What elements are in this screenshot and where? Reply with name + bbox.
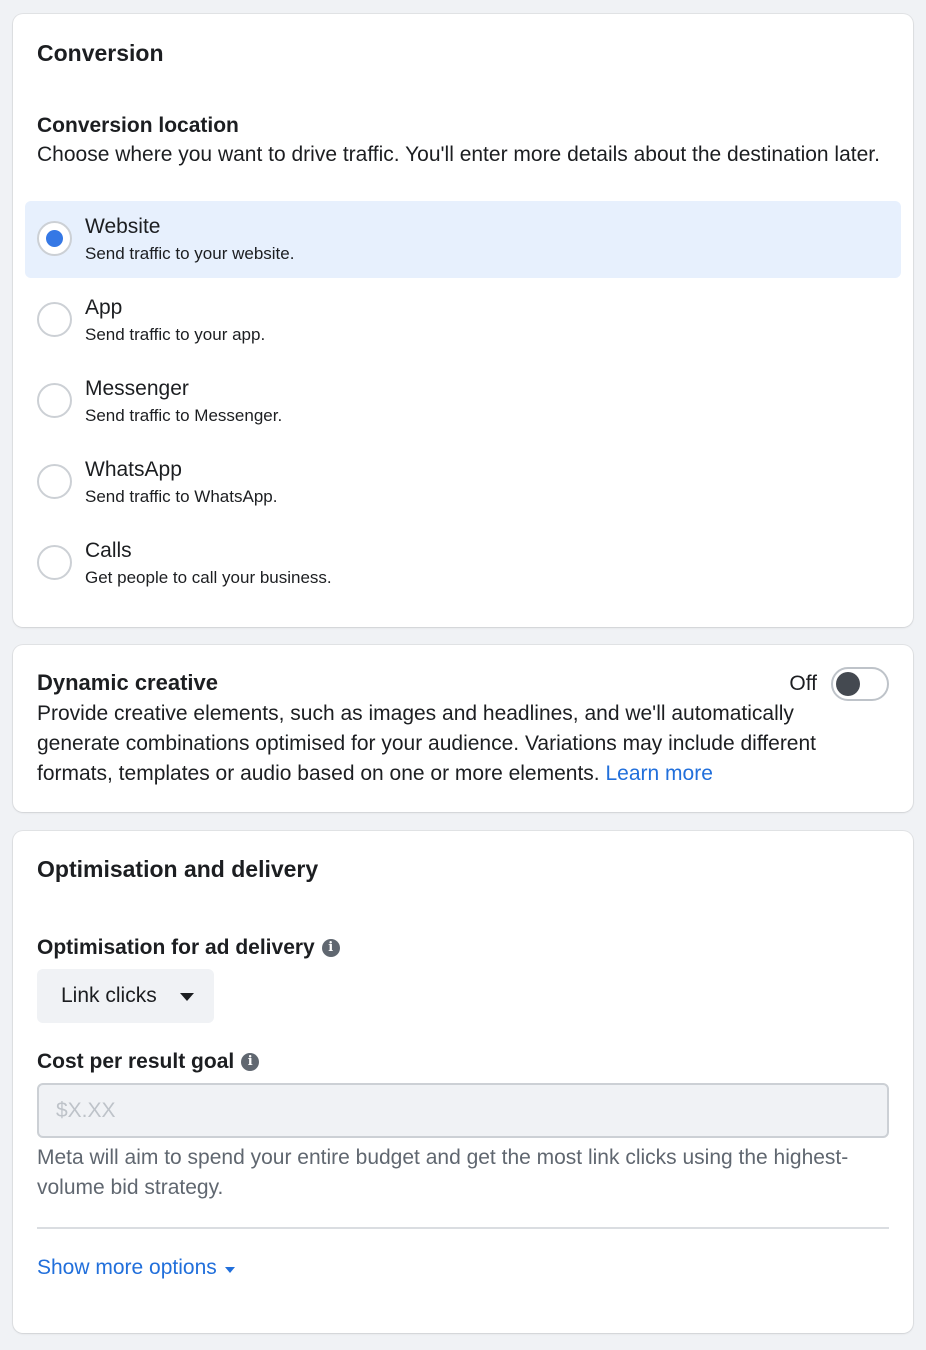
conversion-title: Conversion [37, 40, 164, 66]
info-icon[interactable]: i [322, 939, 340, 957]
info-icon[interactable]: i [241, 1053, 259, 1071]
radio-button-calls[interactable] [37, 545, 72, 580]
cost-goal-label-row [37, 1050, 259, 1074]
option-subtitle: Send traffic to your app. [85, 325, 266, 344]
conversion-card [13, 14, 913, 627]
option-subtitle: Send traffic to your website. [85, 244, 295, 263]
radio-button-messenger[interactable] [37, 383, 72, 418]
conversion-location-desc: Choose where you want to drive traffic. You'll enter more details about the destination later. [37, 143, 880, 166]
toggle-knob [836, 672, 860, 696]
dynamic-creative-toggle[interactable] [831, 667, 889, 701]
radio-option-app[interactable] [25, 282, 901, 359]
dynamic-creative-title: Dynamic creative [37, 670, 218, 695]
option-title: Website [85, 215, 161, 238]
show-more-options-label: Show more options [37, 1256, 217, 1279]
radio-option-website[interactable] [25, 201, 901, 278]
divider [37, 1227, 889, 1229]
ad-delivery-label-row [37, 936, 340, 960]
cost-goal-input[interactable] [37, 1083, 889, 1138]
radio-option-messenger[interactable] [25, 363, 901, 440]
cost-goal-label: Cost per result goal [37, 1050, 235, 1073]
radio-button-website[interactable] [37, 221, 72, 256]
optimisation-title: Optimisation and delivery [37, 856, 319, 882]
learn-more-link[interactable]: Learn more [605, 762, 713, 785]
dynamic-creative-card [13, 645, 913, 812]
option-subtitle: Send traffic to WhatsApp. [85, 487, 278, 506]
ad-delivery-dropdown[interactable] [37, 969, 214, 1023]
radio-button-app[interactable] [37, 302, 72, 337]
option-title: Calls [85, 539, 132, 562]
cost-goal-helper-text: Meta will aim to spend your entire budget and get the most link clicks using the highest-volume bid strategy. [37, 1146, 849, 1199]
ad-delivery-value: Link clicks [61, 984, 157, 1007]
radio-button-whatsapp[interactable] [37, 464, 72, 499]
option-subtitle: Send traffic to Messenger. [85, 406, 283, 425]
toggle-state-label: Off [789, 672, 817, 695]
chevron-down-icon [180, 993, 194, 1001]
option-title: Messenger [85, 377, 189, 400]
conversion-location-label: Conversion location [37, 114, 239, 137]
chevron-down-icon [225, 1267, 235, 1273]
radio-option-calls[interactable] [25, 525, 901, 602]
radio-option-whatsapp[interactable] [25, 444, 901, 521]
option-title: App [85, 296, 123, 319]
optimisation-card [13, 831, 913, 1333]
dynamic-creative-desc-text: Provide creative elements, such as images and headlines, and we'll automatically generate combinations optimised for your audience. Variations may include different formats, templates or audio based on one or more elements. [37, 702, 816, 785]
dynamic-creative-toggle-wrap [789, 667, 889, 701]
ad-delivery-label: Optimisation for ad delivery [37, 936, 315, 959]
show-more-options-button[interactable] [37, 1256, 235, 1280]
dynamic-creative-desc [37, 699, 867, 789]
option-subtitle: Get people to call your business. [85, 568, 332, 587]
option-title: WhatsApp [85, 458, 182, 481]
